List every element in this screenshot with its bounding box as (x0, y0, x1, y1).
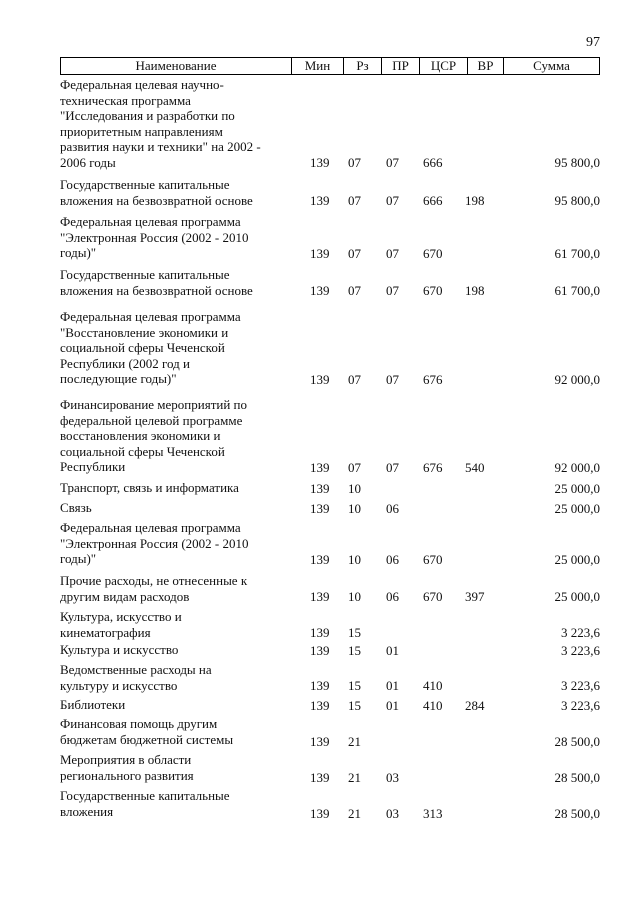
row-pr: 07 (386, 154, 399, 170)
row-min: 139 (310, 769, 330, 785)
row-csr: 670 (423, 588, 443, 604)
row-csr: 410 (423, 697, 443, 713)
row-name: Ведомственные расходы на культуру и искусство (60, 662, 212, 693)
row-rz: 15 (348, 624, 361, 640)
table-row (60, 177, 600, 208)
row-csr: 670 (423, 282, 443, 298)
row-vr: 198 (465, 192, 485, 208)
row-min: 139 (310, 192, 330, 208)
row-name: Федеральная целевая программа "Электронная Россия (2002 - 2010 годы)" (60, 520, 249, 566)
row-pr: 07 (386, 245, 399, 261)
row-rz: 21 (348, 769, 361, 785)
header-csr: ЦСР (419, 58, 467, 74)
row-sum: 25 000,0 (554, 480, 600, 496)
row-sum: 25 000,0 (554, 551, 600, 567)
row-csr: 670 (423, 245, 443, 261)
row-csr: 410 (423, 677, 443, 693)
header-rz: Рз (343, 58, 381, 74)
row-name: Библиотеки (60, 697, 126, 712)
row-rz: 07 (348, 154, 361, 170)
table-row (60, 716, 600, 749)
row-vr: 397 (465, 588, 485, 604)
row-pr: 07 (386, 282, 399, 298)
row-sum: 3 223,6 (561, 677, 600, 693)
row-sum: 28 500,0 (554, 733, 600, 749)
row-sum: 28 500,0 (554, 805, 600, 821)
row-min: 139 (310, 677, 330, 693)
table-row (60, 214, 600, 261)
table-row (60, 500, 600, 516)
row-sum: 3 223,6 (561, 697, 600, 713)
row-min: 139 (310, 551, 330, 567)
row-min: 139 (310, 697, 330, 713)
row-pr: 01 (386, 642, 399, 658)
row-name: Культура и искусство (60, 642, 179, 657)
row-name: Федеральная целевая программа "Восстановление экономики и социальной сферы Чеченской Республики (2002 год и последующие годы)" (60, 309, 241, 386)
row-sum: 3 223,6 (561, 642, 600, 658)
table-header (60, 57, 600, 75)
row-csr: 666 (423, 192, 443, 208)
row-rz: 07 (348, 192, 361, 208)
row-vr: 284 (465, 697, 485, 713)
table-row (60, 397, 600, 475)
row-name: Прочие расходы, не отнесенные к другим видам расходов (60, 573, 248, 604)
row-name: Государственные капитальные вложения на безвозвратной основе (60, 267, 253, 298)
row-pr: 01 (386, 697, 399, 713)
row-rz: 15 (348, 642, 361, 658)
row-name: Государственные капитальные вложения на безвозвратной основе (60, 177, 253, 208)
table-row (60, 752, 600, 785)
row-pr: 01 (386, 677, 399, 693)
row-name: Финансовая помощь другим бюджетам бюджетной системы (60, 716, 234, 747)
row-min: 139 (310, 480, 330, 496)
row-rz: 15 (348, 677, 361, 693)
row-pr: 07 (386, 192, 399, 208)
table-row (60, 309, 600, 387)
row-name: Финансирование мероприятий по федеральной целевой программе восстановления экономики и социальной сферы Чеченской Республики (60, 397, 248, 474)
header-pr: ПР (381, 58, 419, 74)
table-row (60, 480, 600, 496)
header-min: Мин (291, 58, 343, 74)
row-rz: 07 (348, 282, 361, 298)
row-sum: 95 800,0 (554, 154, 600, 170)
row-pr: 06 (386, 500, 399, 516)
row-min: 139 (310, 245, 330, 261)
row-sum: 92 000,0 (554, 371, 600, 387)
table-row (60, 609, 600, 640)
row-name: Связь (60, 500, 92, 515)
row-pr: 03 (386, 805, 399, 821)
row-sum: 92 000,0 (554, 459, 600, 475)
table-row (60, 697, 600, 713)
row-name: Мероприятия в области регионального развития (60, 752, 194, 783)
table-row (60, 77, 600, 170)
row-name: Транспорт, связь и информатика (60, 480, 239, 495)
table-row (60, 788, 600, 821)
row-rz: 07 (348, 371, 361, 387)
row-name: Государственные капитальные вложения (60, 788, 230, 819)
row-rz: 07 (348, 459, 361, 475)
header-vr: ВР (467, 58, 503, 74)
row-rz: 21 (348, 805, 361, 821)
row-rz: 21 (348, 733, 361, 749)
row-rz: 10 (348, 500, 361, 516)
row-pr: 07 (386, 371, 399, 387)
row-csr: 670 (423, 551, 443, 567)
page-number: 97 (586, 35, 600, 50)
row-min: 139 (310, 282, 330, 298)
table-row (60, 520, 600, 567)
row-name: Федеральная целевая программа "Электронная Россия (2002 - 2010 годы)" (60, 214, 249, 260)
row-sum: 3 223,6 (561, 624, 600, 640)
row-min: 139 (310, 642, 330, 658)
row-sum: 61 700,0 (554, 245, 600, 261)
row-min: 139 (310, 733, 330, 749)
row-min: 139 (310, 805, 330, 821)
row-rz: 10 (348, 551, 361, 567)
row-pr: 03 (386, 769, 399, 785)
row-pr: 06 (386, 588, 399, 604)
row-pr: 06 (386, 551, 399, 567)
row-min: 139 (310, 154, 330, 170)
row-sum: 25 000,0 (554, 500, 600, 516)
row-rz: 10 (348, 480, 361, 496)
row-sum: 95 800,0 (554, 192, 600, 208)
table-row (60, 573, 600, 604)
row-csr: 676 (423, 371, 443, 387)
row-rz: 15 (348, 697, 361, 713)
header-name: Наименование (135, 58, 217, 73)
row-min: 139 (310, 459, 330, 475)
row-pr: 07 (386, 459, 399, 475)
row-min: 139 (310, 624, 330, 640)
row-vr: 198 (465, 282, 485, 298)
table-row (60, 662, 600, 693)
table-row (60, 642, 600, 658)
row-rz: 10 (348, 588, 361, 604)
row-vr: 540 (465, 459, 485, 475)
row-sum: 25 000,0 (554, 588, 600, 604)
table-row (60, 267, 600, 298)
row-sum: 61 700,0 (554, 282, 600, 298)
row-sum: 28 500,0 (554, 769, 600, 785)
row-min: 139 (310, 588, 330, 604)
header-sum: Сумма (503, 58, 599, 74)
row-rz: 07 (348, 245, 361, 261)
row-min: 139 (310, 500, 330, 516)
row-name: Культура, искусство и кинематография (60, 609, 182, 640)
row-min: 139 (310, 371, 330, 387)
row-csr: 313 (423, 805, 443, 821)
row-name: Федеральная целевая научно- техническая программа "Исследования и разработки по приоритетным направлениям развития науки и техники" на 2002 - 2006 годы (60, 77, 261, 170)
row-csr: 666 (423, 154, 443, 170)
row-csr: 676 (423, 459, 443, 475)
